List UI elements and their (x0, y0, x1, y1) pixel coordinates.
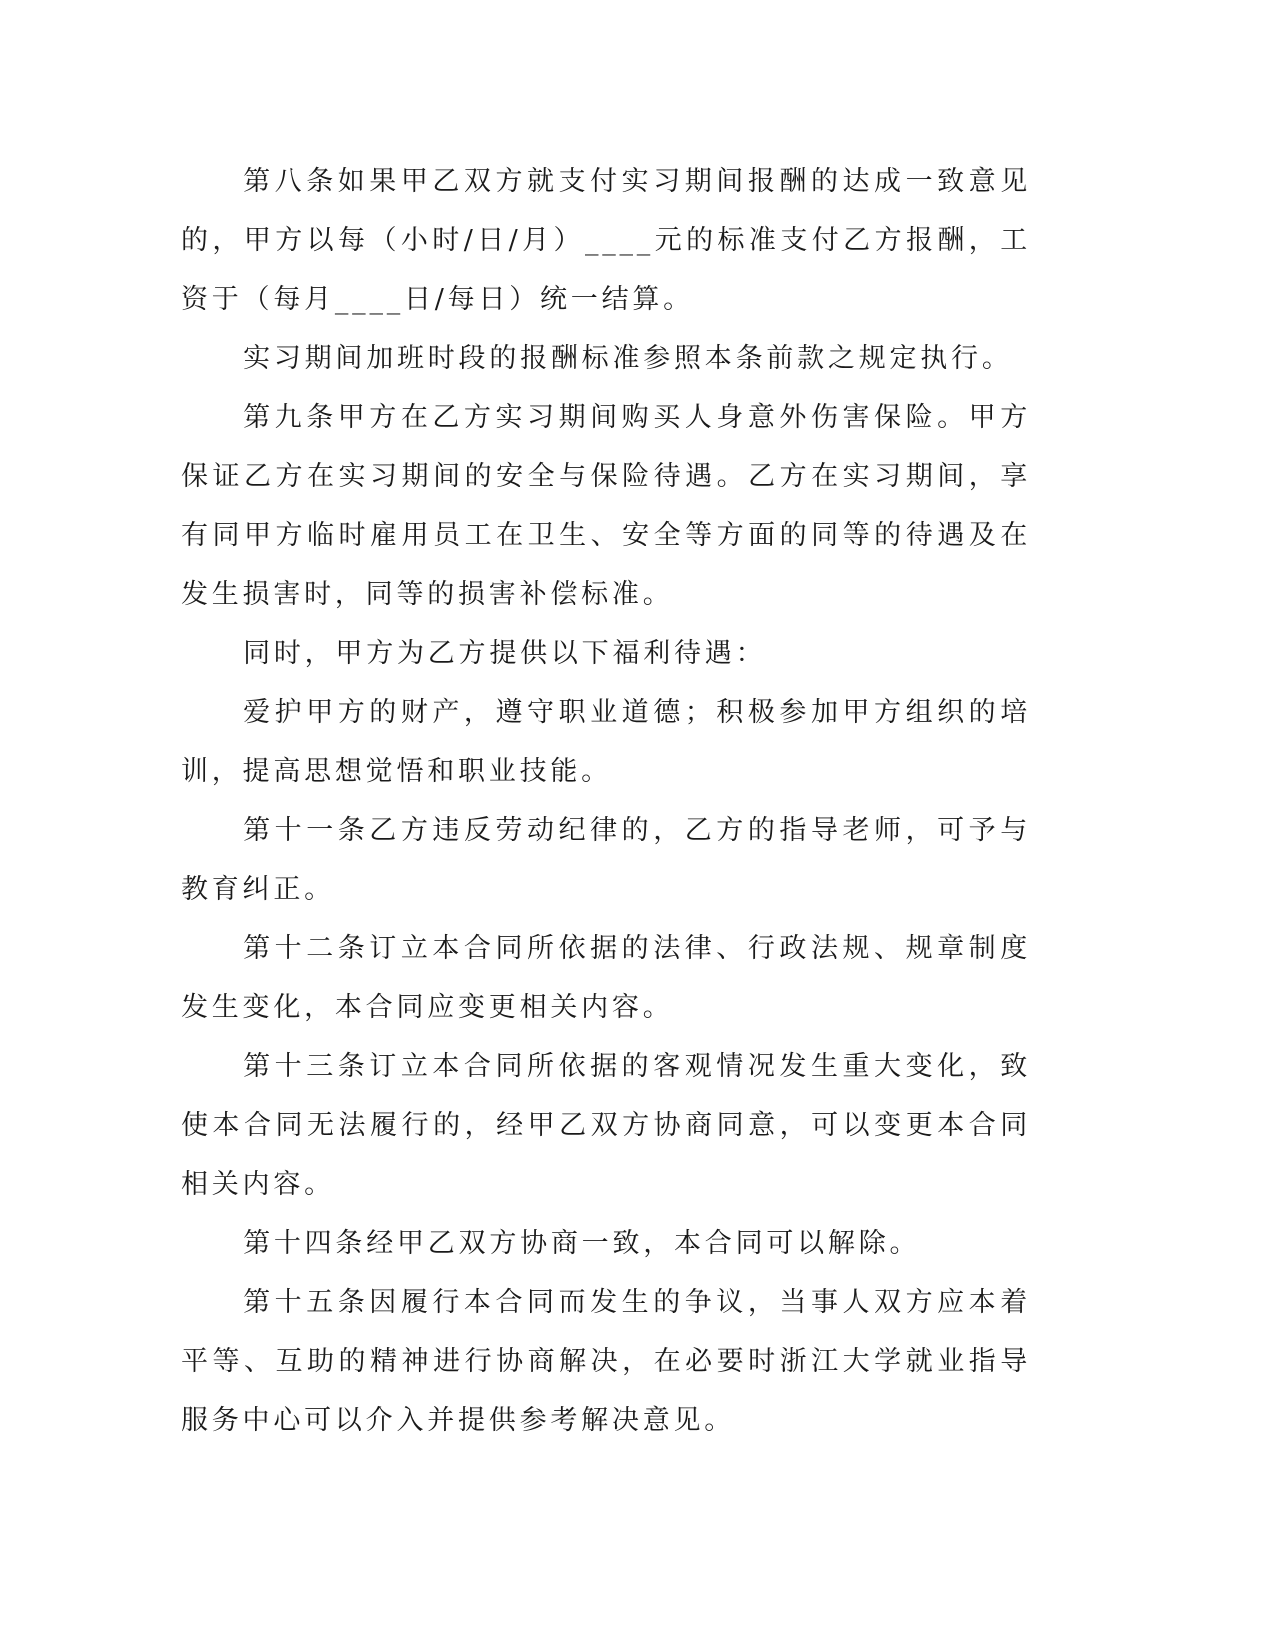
paragraph-article-12: 第十二条订立本合同所依据的法律、行政法规、规章制度发生变化，本合同应变更相关内容。 (181, 933, 1031, 1023)
paragraph-article-13: 第十三条订立本合同所依据的客观情况发生重大变化，致使本合同无法履行的，经甲乙双方协商同意，可以变更本合同相关内容。 (181, 1051, 1031, 1200)
document-body (181, 152, 1031, 1450)
paragraph-article-9: 第九条甲方在乙方实习期间购买人身意外伤害保险。甲方保证乙方在实习期间的安全与保险待遇。乙方在实习期间，享有同甲方临时雇用员工在卫生、安全等方面的同等的待遇及在发生损害时，同等的损害补偿标准。 (181, 402, 1031, 610)
paragraph-obligations: 爱护甲方的财产，遵守职业道德；积极参加甲方组织的培训，提高思想觉悟和职业技能。 (181, 697, 1031, 787)
paragraph-article-8: 第八条如果甲乙双方就支付实习期间报酬的达成一致意见的，甲方以每（小时/日/月）____元的标准支付乙方报酬，工资于（每月____日/每日）统一结算。 (181, 166, 1031, 315)
paragraph-article-11: 第十一条乙方违反劳动纪律的，乙方的指导老师，可予与教育纠正。 (181, 815, 1031, 905)
paragraph-overtime-pay: 实习期间加班时段的报酬标准参照本条前款之规定执行。 (243, 343, 1013, 374)
paragraph-article-15: 第十五条因履行本合同而发生的争议，当事人双方应本着平等、互助的精神进行协商解决，在必要时浙江大学就业指导服务中心可以介入并提供参考解决意见。 (181, 1287, 1031, 1436)
paragraph-article-14: 第十四条经甲乙双方协商一致，本合同可以解除。 (243, 1228, 921, 1259)
paragraph-benefits: 同时，甲方为乙方提供以下福利待遇： (243, 638, 767, 669)
